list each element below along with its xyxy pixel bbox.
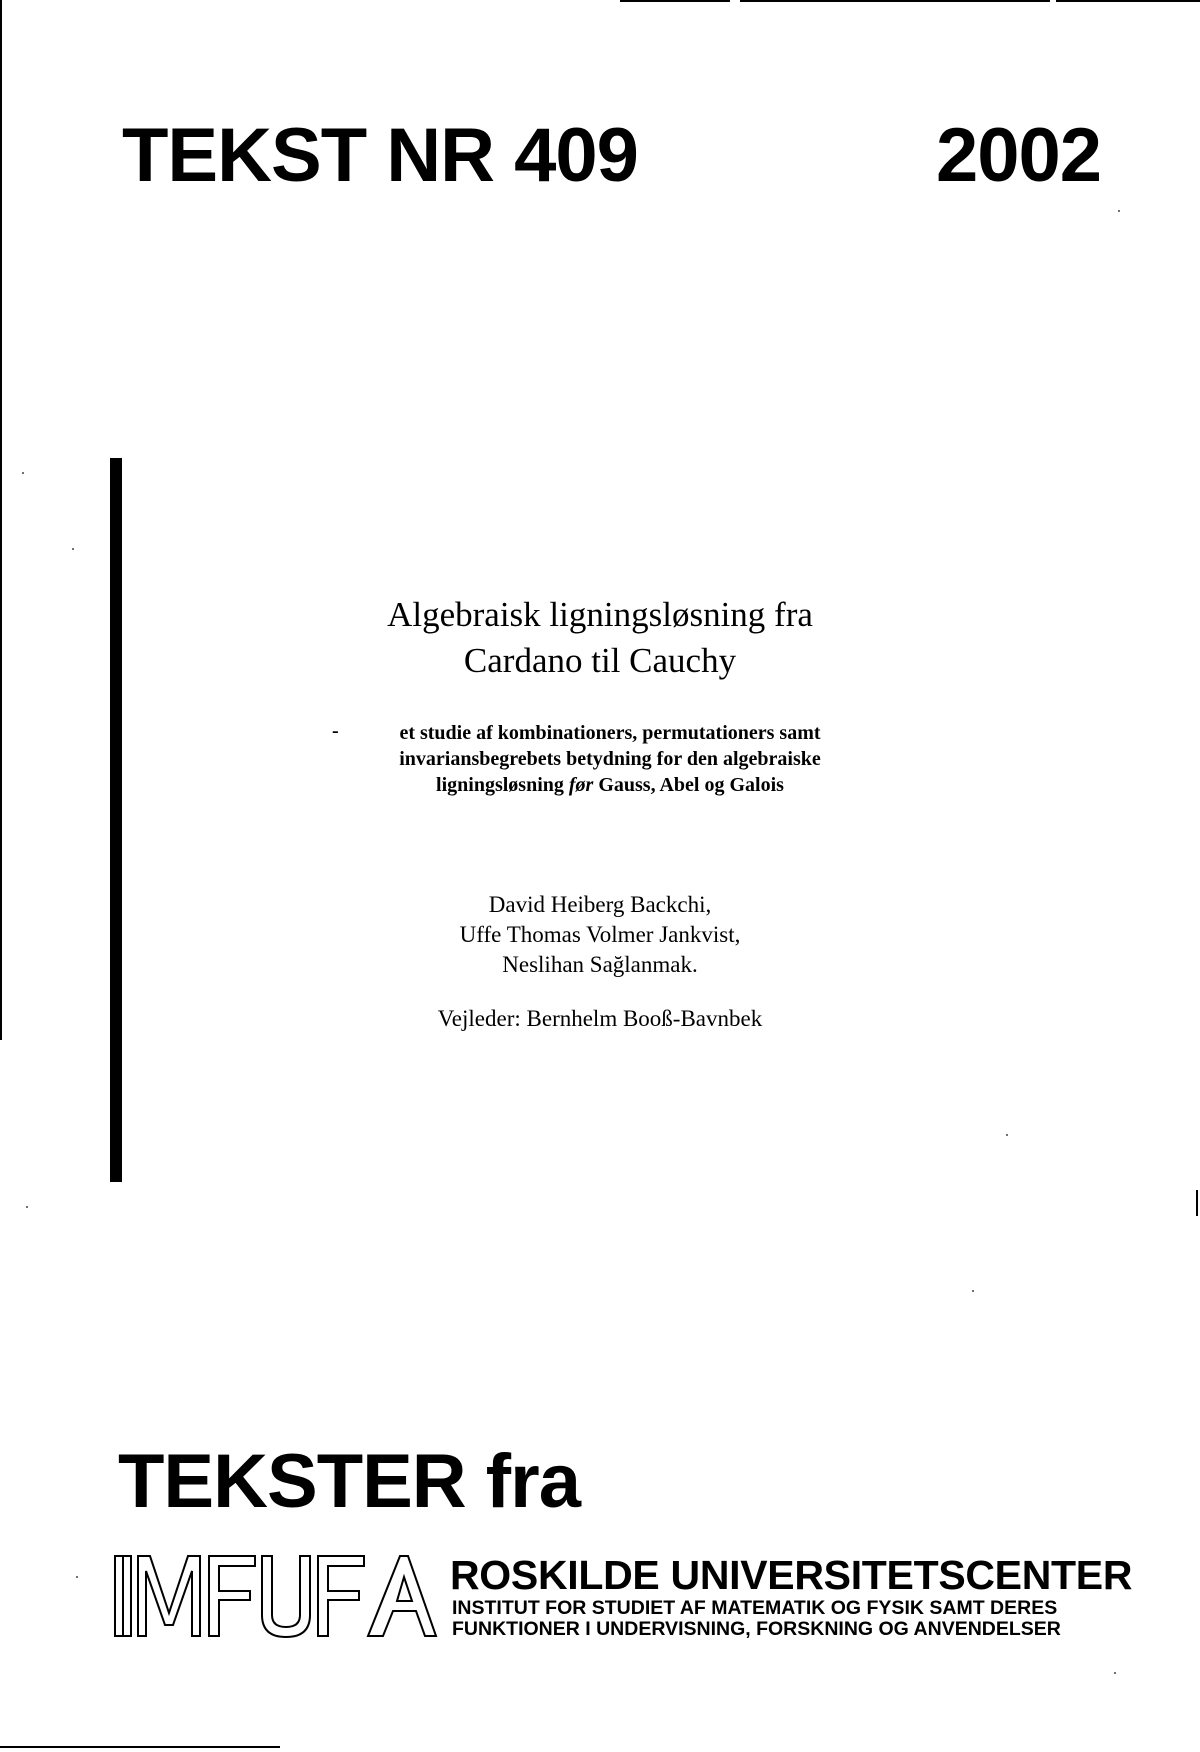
scan-edge-line bbox=[1056, 0, 1200, 2]
scan-edge-line bbox=[0, 1746, 280, 1748]
scan-edge-line bbox=[0, 0, 2, 1040]
subtitle-dash: - bbox=[332, 720, 339, 742]
text-number-heading: TEKST NR 409 bbox=[122, 113, 638, 198]
author-name: David Heiberg Backchi, bbox=[488, 892, 712, 917]
subtitle-text: Gauss, Abel og Galois bbox=[598, 774, 784, 796]
scan-speck bbox=[972, 1290, 974, 1292]
title-line: Algebraisk ligningsløsning fra bbox=[387, 595, 813, 634]
author-name: Uffe Thomas Volmer Jankvist, bbox=[459, 922, 741, 947]
university-name: ROSKILDE UNIVERSITETSCENTER bbox=[450, 1552, 1133, 1598]
scan-speck bbox=[1118, 210, 1120, 212]
imfufa-logo bbox=[112, 1553, 438, 1639]
scan-edge-line bbox=[1196, 1190, 1198, 1216]
advisor-line: Vejleder: Bernhelm Booß-Bavnbek bbox=[437, 1006, 763, 1031]
year-heading: 2002 bbox=[936, 113, 1102, 198]
scan-speck bbox=[72, 548, 74, 550]
subtitle-emphasis: før bbox=[568, 774, 594, 796]
subtitle bbox=[230, 720, 970, 798]
tekster-fra-heading: TEKSTER fra bbox=[118, 1439, 580, 1524]
scan-speck bbox=[76, 1576, 78, 1578]
vertical-bar bbox=[110, 458, 122, 1182]
subtitle-line bbox=[250, 772, 970, 798]
scan-edge-line bbox=[620, 0, 730, 2]
scan-speck bbox=[22, 472, 24, 474]
institute-description: FUNKTIONER I UNDERVISNING, FORSKNING OG ANVENDELSER bbox=[452, 1618, 1061, 1640]
institute-description: INSTITUT FOR STUDIET AF MATEMATIK OG FYSIK SAMT DERES bbox=[452, 1597, 1058, 1619]
scan-speck bbox=[1006, 1134, 1008, 1136]
scan-speck bbox=[26, 1206, 28, 1208]
author-list bbox=[230, 890, 970, 980]
subtitle-line: invariansbegrebets betydning for den algebraiske bbox=[399, 748, 821, 770]
author-name: Neslihan Sağlanmak. bbox=[502, 952, 698, 977]
document-title bbox=[230, 592, 970, 684]
title-line: Cardano til Cauchy bbox=[463, 641, 737, 680]
subtitle-line: et studie af kombinationers, permutationers samt bbox=[399, 722, 821, 744]
subtitle-text: ligningsløsning bbox=[436, 774, 564, 796]
scan-speck bbox=[1114, 1672, 1116, 1674]
scan-edge-line bbox=[740, 0, 1050, 2]
